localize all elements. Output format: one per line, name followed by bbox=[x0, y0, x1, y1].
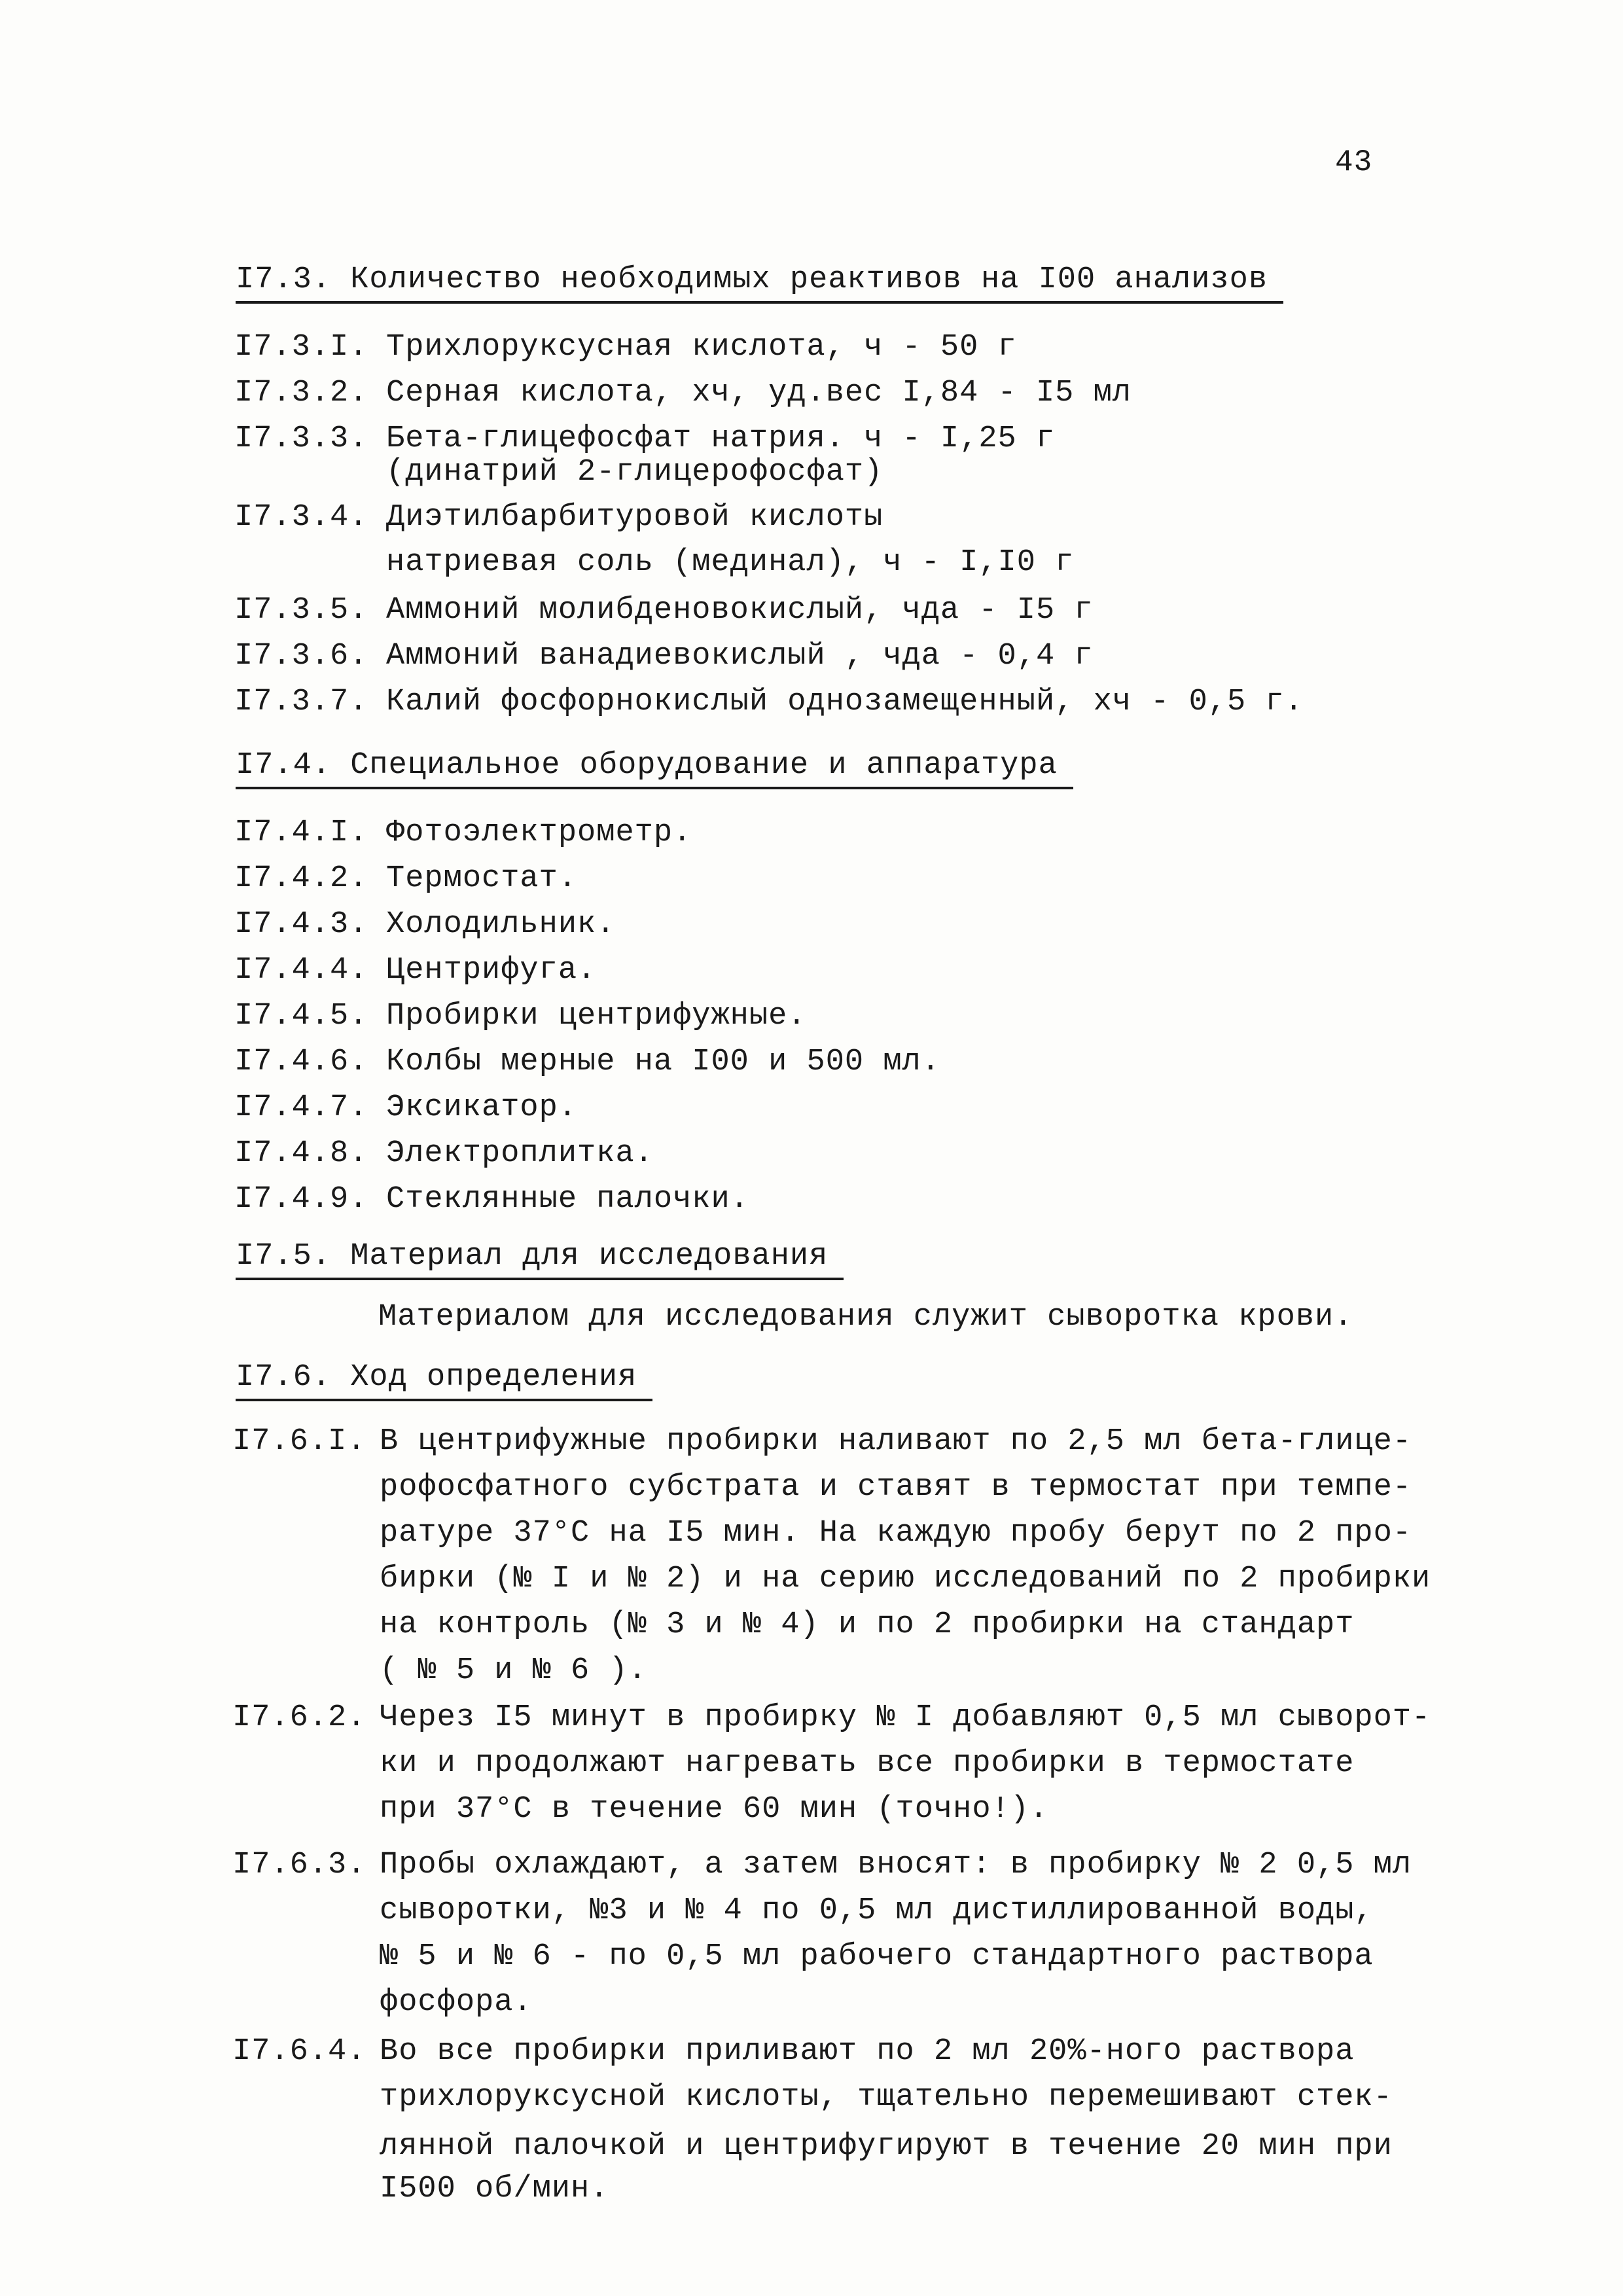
section-heading-equipment: I7.4. Специальное оборудование и аппаратура bbox=[236, 746, 1073, 789]
step-line: ратуре 37°С на I5 мин. На каждую пробу берут по 2 про- bbox=[380, 1516, 1412, 1551]
section-heading-reagents: I7.3. Количество необходимых реактивов на I00 анализов bbox=[236, 260, 1283, 304]
item-text: Холодильник. bbox=[386, 907, 616, 942]
item-text: Серная кислота, хч, уд.вес I,84 - I5 мл bbox=[386, 376, 1132, 410]
item-text: Аммоний ванадиевокислый , чда - 0,4 г bbox=[386, 639, 1094, 673]
list-item bbox=[234, 634, 1094, 679]
step-line: Пробы охлаждают, а затем вносят: в пробирку № 2 0,5 мл bbox=[380, 1848, 1412, 1882]
list-item bbox=[234, 1131, 654, 1177]
step-line: бирки (№ I и № 2) и на серию исследований по 2 пробирки bbox=[380, 1562, 1431, 1596]
item-text: Электроплитка. bbox=[386, 1136, 654, 1171]
item-text: Пробирки центрифужные. bbox=[386, 999, 807, 1033]
step-line: Во все пробирки приливают по 2 мл 20%-ного раствора bbox=[380, 2034, 1355, 2069]
list-item bbox=[234, 810, 692, 856]
step-line: ( № 5 и № 6 ). bbox=[380, 1653, 647, 1688]
list-item bbox=[234, 856, 577, 902]
item-text: Калий фосфорнокислый однозамещенный, хч - 0,5 г. bbox=[386, 685, 1304, 719]
item-number: I7.3.I. bbox=[234, 330, 368, 365]
step-line: сыворотки, №3 и № 4 по 0,5 мл дистиллированной воды, bbox=[380, 1893, 1374, 1928]
item-number: I7.4.3. bbox=[234, 907, 368, 942]
step-line: рофосфатного субстрата и ставят в термостат при темпе- bbox=[380, 1470, 1412, 1505]
item-continuation: натриевая соль (мединал), ч - I,I0 г bbox=[386, 545, 1075, 580]
item-number: I7.4.8. bbox=[234, 1136, 368, 1171]
item-number: I7.3.3. bbox=[234, 422, 368, 456]
item-number: I7.3.7. bbox=[234, 685, 368, 719]
step-line: ки и продолжают нагревать все пробирки в термостате bbox=[380, 1746, 1355, 1781]
list-item bbox=[234, 1039, 940, 1085]
item-text: Термостат. bbox=[386, 861, 578, 896]
list-item bbox=[234, 495, 883, 541]
step-line: фосфора. bbox=[380, 1985, 533, 2020]
step-number: I7.6.2. bbox=[232, 1700, 366, 1735]
list-item bbox=[234, 1085, 577, 1131]
step-number: I7.6.I. bbox=[232, 1424, 366, 1459]
step-line: на контроль (№ 3 и № 4) и по 2 пробирки на стандарт bbox=[380, 1607, 1355, 1642]
step-line: № 5 и № 6 - по 0,5 мл рабочего стандартного раствора bbox=[380, 1939, 1374, 1974]
step-line: Через I5 минут в пробирку № I добавляют 0,5 мл сыворот- bbox=[380, 1700, 1431, 1735]
step-line: трихлоруксусной кислоты, тщательно перемешивают стек- bbox=[380, 2080, 1393, 2115]
item-text: Центрифуга. bbox=[386, 953, 597, 988]
item-number: I7.4.4. bbox=[234, 953, 368, 988]
list-item bbox=[234, 588, 1094, 634]
item-number: I7.3.6. bbox=[234, 639, 368, 673]
item-number: I7.3.5. bbox=[234, 593, 368, 628]
item-text: Стеклянные палочки. bbox=[386, 1182, 749, 1217]
list-item bbox=[234, 902, 615, 948]
item-number: I7.4.5. bbox=[234, 999, 368, 1033]
list-item bbox=[234, 1177, 749, 1223]
step-line: В центрифужные пробирки наливают по 2,5 мл бета-глице- bbox=[380, 1424, 1412, 1459]
item-text: Бета-глицефосфат натрия. ч - I,25 г bbox=[386, 422, 1056, 456]
step-number: I7.6.3. bbox=[232, 1848, 366, 1882]
item-text: Фотоэлектрометр. bbox=[386, 816, 692, 850]
step-line: при 37°С в течение 60 мин (точно!). bbox=[380, 1792, 1049, 1827]
item-number: I7.3.4. bbox=[234, 500, 368, 535]
item-number: I7.4.6. bbox=[234, 1045, 368, 1079]
list-item bbox=[234, 370, 1132, 416]
step-number: I7.6.4. bbox=[232, 2034, 366, 2069]
item-number: I7.3.2. bbox=[234, 376, 368, 410]
item-number: I7.4.I. bbox=[234, 816, 368, 850]
page-number: 43 bbox=[1335, 145, 1373, 179]
step-line: I500 об/мин. bbox=[380, 2172, 609, 2206]
list-item bbox=[234, 948, 596, 994]
item-text: Трихлоруксусная кислота, ч - 50 г bbox=[386, 330, 1017, 365]
paragraph: Материалом для исследования служит сыворотка крови. bbox=[378, 1300, 1353, 1335]
item-number: I7.4.2. bbox=[234, 861, 368, 896]
item-text: Аммоний молибденовокислый, чда - I5 г bbox=[386, 593, 1094, 628]
item-text: Диэтилбарбитуровой кислоты bbox=[386, 500, 883, 535]
list-item bbox=[234, 994, 807, 1039]
section-heading-material: I7.5. Материал для исследования bbox=[236, 1237, 844, 1280]
list-item bbox=[234, 679, 1304, 725]
item-number: I7.4.7. bbox=[234, 1090, 368, 1125]
item-text: Колбы мерные на I00 и 500 мл. bbox=[386, 1045, 940, 1079]
item-continuation: (динатрий 2-глицерофосфат) bbox=[386, 455, 883, 490]
section-heading-procedure: I7.6. Ход определения bbox=[236, 1358, 652, 1401]
item-number: I7.4.9. bbox=[234, 1182, 368, 1217]
item-text: Эксикатор. bbox=[386, 1090, 578, 1125]
step-line: лянной палочкой и центрифугируют в течение 20 мин при bbox=[380, 2129, 1393, 2164]
list-item bbox=[234, 325, 1017, 370]
